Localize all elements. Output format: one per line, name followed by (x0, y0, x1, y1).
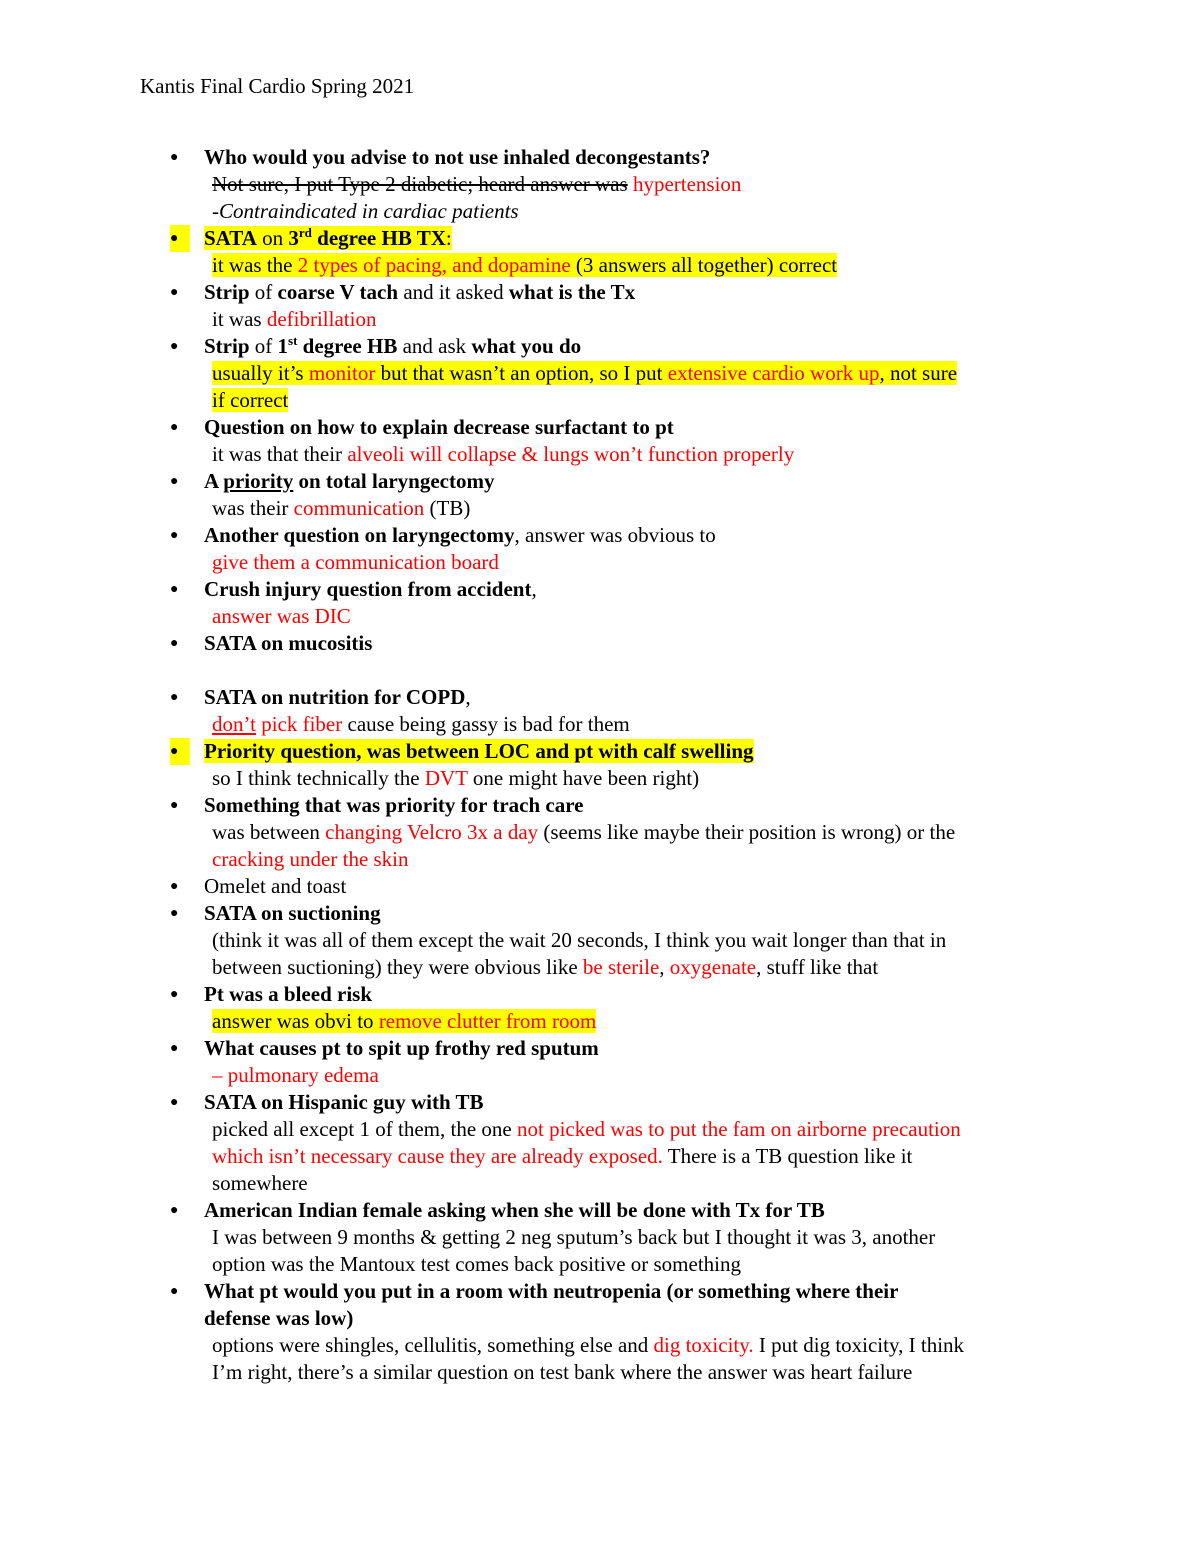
list-item: ● Crush injury question from accident, answer was DIC (170, 577, 537, 628)
answer-text: was between (212, 820, 326, 844)
list-item (170, 630, 1070, 684)
answer-text: option was the Mantoux test comes back positive or something (212, 1252, 741, 1276)
bullet-icon: ● (170, 285, 179, 300)
bullet-icon: ● (170, 339, 179, 354)
question-text: American Indian female asking when she will be done with Tx for TB (204, 1198, 825, 1222)
question-text: SATA on mucositis (204, 631, 373, 655)
question-text: SATA on Hispanic guy with TB (204, 1090, 484, 1114)
list-item: ● SATA on 3rd degree HB TX: it was the 2 types of pacing, and dopamine (3 answers all together) correct (170, 225, 838, 277)
answer-text: it was (212, 307, 267, 331)
bullet-icon: ● (170, 474, 179, 489)
answer-text: hypertension (627, 172, 742, 196)
list-item: ● SATA on nutrition for COPD, don’t pick fiber cause being gassy is bad for them (170, 685, 630, 736)
question-text: Strip (204, 334, 250, 358)
bullet-icon: ● (170, 636, 179, 651)
question-text: Who would you advise to not use inhaled decongestants? (204, 145, 711, 169)
answer-text: don’t (212, 712, 256, 736)
list-item: ● A priority on total laryngectomy was their communication (TB) (170, 469, 495, 520)
question-text: Something that was priority for trach care (204, 793, 584, 817)
question-text: Pt was a bleed risk (204, 982, 372, 1006)
bullet-icon: ● (170, 1041, 179, 1056)
list-item: ● What pt would you put in a room with neutropenia (or something where their defense was low) options were shingles, cellulitis, something else and dig toxicity. I put dig toxicity, I think I’m right, there’s a similar question on test bank where the answer was heart failure (170, 1279, 965, 1384)
list-item: ● Pt was a bleed risk answer was obvi to remove clutter from room (170, 982, 597, 1033)
list-item (170, 873, 1070, 900)
bullet-icon: ● (170, 582, 179, 597)
answer-text: answer was DIC (212, 604, 351, 628)
list-item: ● Something that was priority for trach care was between changing Velcro 3x a day (seems like maybe their position is wrong) or the cracking under the skin (170, 793, 956, 871)
answer-text: I’m right, there’s a similar question on test bank where the answer was heart failure (212, 1360, 913, 1384)
list-item: ● Priority question, was between LOC and pt with calf swelling so I think technically the DVT one might have been right) (170, 739, 754, 790)
question-text: SATA on suctioning (204, 901, 381, 925)
bullet-icon: ● (170, 420, 179, 435)
question-text: Crush injury question from accident (204, 577, 532, 601)
question-text: Omelet and toast (204, 874, 347, 898)
answer-text: it was the (212, 253, 298, 277)
bullet-icon: ● (170, 1284, 179, 1299)
question-list (170, 144, 1070, 1386)
question-text: defense was low) (204, 1306, 354, 1330)
answer-text: it was that their (212, 442, 348, 466)
answer-text: which isn’t necessary cause they are already exposed. (212, 1144, 663, 1168)
answer-text: somewhere (212, 1171, 308, 1195)
question-text: Strip (204, 280, 250, 304)
question-text: Priority question, was between LOC and pt with calf swelling (204, 739, 754, 763)
struck-answer: Not sure, I put Type 2 diabetic; heard answer was (212, 172, 628, 196)
list-item: ● Another question on laryngectomy, answer was obvious to give them a communication board (170, 523, 716, 574)
bullet-icon: ● (170, 738, 190, 765)
bullet-icon: ● (170, 906, 179, 921)
bullet-icon: ● (170, 1095, 179, 1110)
document-header: Kantis Final Cardio Spring 2021 (140, 74, 415, 98)
bullet-icon: ● (170, 150, 179, 165)
list-item: ● Strip of 1st degree HB and ask what you do usually it’s monitor but that wasn’t an option, so I put extensive cardio work up, not sure if correct (170, 333, 958, 412)
list-item: ● Strip of coarse V tach and it asked what is the Tx it was defibrillation (170, 280, 636, 331)
bullet-icon: ● (170, 987, 179, 1002)
answer-text: so I think technically the (212, 766, 425, 790)
question-text: What pt would you put in a room with neutropenia (or something where their (204, 1279, 899, 1303)
answer-text: options were shingles, cellulitis, something else and (212, 1333, 654, 1357)
bullet-icon: ● (170, 528, 179, 543)
answer-text: cracking under the skin (212, 847, 409, 871)
answer-text: was their (212, 496, 294, 520)
answer-text: I was between 9 months & getting 2 neg sputum’s back but I thought it was 3, another (212, 1225, 936, 1249)
answer-text: give them a communication board (212, 550, 499, 574)
bullet-icon: ● (170, 1203, 179, 1218)
list-item: ● Question on how to explain decrease surfactant to pt it was that their alveoli will collapse & lungs won’t function properly (170, 415, 795, 466)
answer-text: (think it was all of them except the wait 20 seconds, I think you wait longer than that in (212, 928, 947, 952)
bullet-icon: ● (170, 879, 179, 894)
list-item (170, 1035, 1070, 1089)
list-item (170, 1197, 1070, 1278)
answer-text: picked all except 1 of them, the one (212, 1117, 517, 1141)
question-text: SATA (204, 226, 257, 250)
bullet-icon: ● (170, 690, 179, 705)
note-text: -Contraindicated in cardiac patients (212, 199, 519, 223)
list-item: ● SATA on Hispanic guy with TB picked all except 1 of them, the one not picked was to put the fam on airborne precaution which isn’t necessary cause they are already exposed. There is a TB question like it somewhere (170, 1090, 961, 1195)
question-text: SATA on nutrition for COPD (204, 685, 466, 709)
question-text: Another question on laryngectomy (204, 523, 515, 547)
bullet-icon: ● (170, 225, 190, 252)
answer-text: if correct (212, 388, 289, 412)
answer-text: answer was obvi to (212, 1009, 379, 1033)
answer-text: – pulmonary edema (212, 1063, 379, 1087)
answer-text: between suctioning) they were obvious like (212, 955, 583, 979)
list-item: ● SATA on suctioning (think it was all of them except the wait 20 seconds, I think you wait longer than that in between suctioning) they were obvious like be sterile, oxygenate, stuff like that (170, 901, 947, 979)
list-item (170, 144, 1070, 225)
answer-text: usually it’s (212, 361, 309, 385)
bullet-icon: ● (170, 798, 179, 813)
question-text: Question on how to explain decrease surfactant to pt (204, 415, 674, 439)
question-text: What causes pt to spit up frothy red sputum (204, 1036, 599, 1060)
question-text: A (204, 469, 224, 493)
